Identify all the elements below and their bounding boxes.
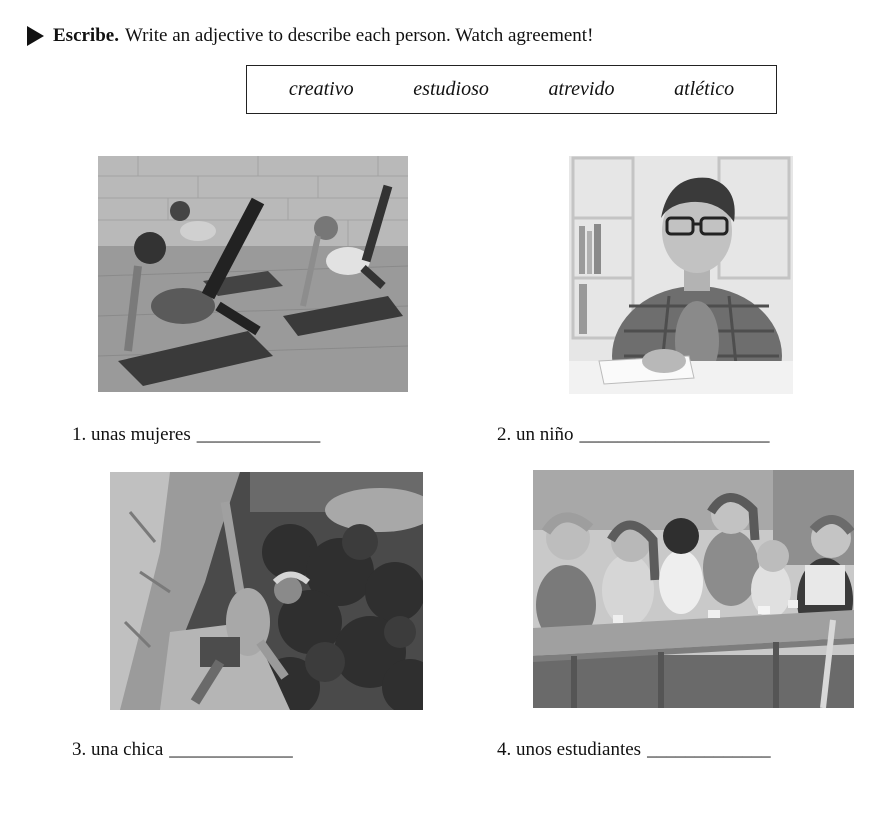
word-bank-word: estudioso	[413, 78, 489, 100]
answer-blank[interactable]: _____________	[196, 424, 321, 445]
photo-boy-studying	[569, 156, 793, 394]
exercise-item-4	[497, 739, 771, 761]
photo-students-table	[533, 470, 854, 708]
instruction-line	[27, 24, 593, 48]
word-bank-word: creativo	[288, 78, 354, 100]
exercise-item-3	[72, 739, 293, 761]
exercise-item-1	[72, 424, 320, 446]
photo-girl-climbing	[110, 472, 423, 710]
word-bank-word: atlético	[674, 78, 735, 100]
word-bank-word: atrevido	[548, 78, 615, 100]
item-label: 3. una chica	[72, 739, 164, 760]
exercise-item-2	[497, 424, 770, 446]
item-label: 2. un niño	[497, 424, 574, 445]
play-arrow-icon	[27, 26, 44, 46]
answer-blank[interactable]: ____________________	[579, 424, 770, 445]
instruction-text: Write an adjective to describe each person. Watch agreement!	[124, 25, 594, 46]
answer-blank[interactable]: _____________	[169, 739, 293, 760]
item-label: 1. unas mujeres	[72, 424, 191, 445]
instruction-bold: Escribe.	[53, 25, 119, 46]
item-label: 4. unos estudiantes	[497, 739, 642, 760]
answer-blank[interactable]: _____________	[647, 739, 771, 760]
photo-women-exercising	[98, 156, 408, 392]
word-bank-box	[246, 65, 777, 114]
